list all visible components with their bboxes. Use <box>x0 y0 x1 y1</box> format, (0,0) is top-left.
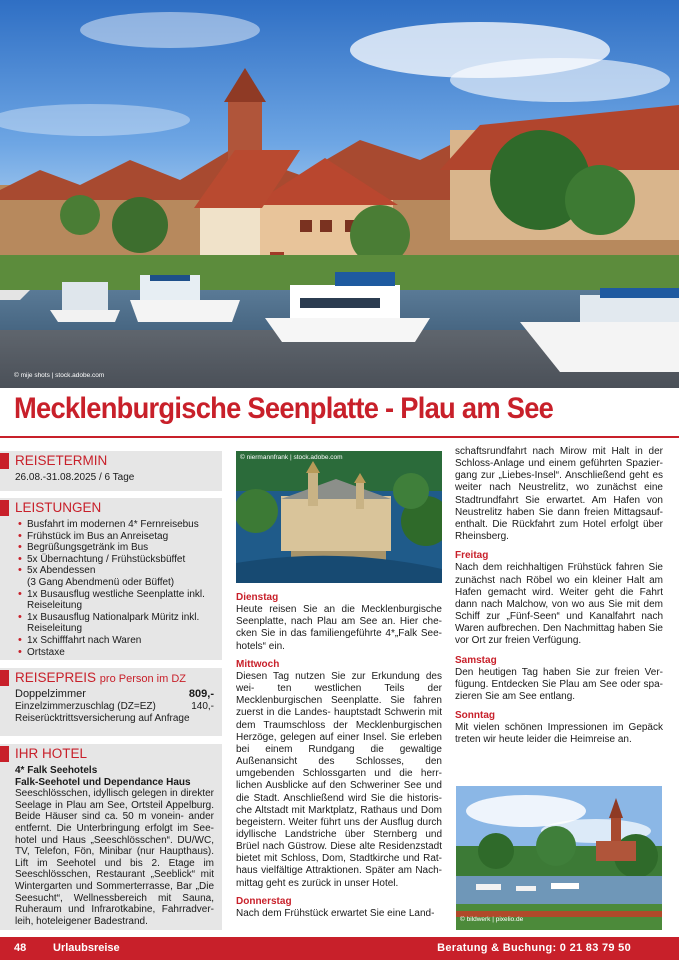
leistungen-item <box>15 589 214 612</box>
middle-text-column <box>236 592 442 920</box>
reisetermin-box <box>0 451 222 491</box>
day-text-dienstag: Heute reisen Sie an die Mecklenburgische Seenplatte, nach Plau am See an. Hier che- cken Sie in das familiengeführte 4*„Falk See- hotels“ ein. <box>236 604 442 652</box>
price-row-doppelzimmer <box>15 688 214 701</box>
leistungen-item <box>15 542 214 554</box>
day-text-donnerstag-cont: schaftsrundfahrt nach Mirow mit Halt in der Schloss-Anlage und einem geführten Spazier- gang zur „Liebes-Insel“. Anschließend geht es weiter nach Neustrelitz, wo zunächst eine Stadtrundfahrt Sie erwartet. Am Hafen von Neustrelitz haben Sie dann freien Mittagsauf- enthalt. Die Rückfahrt zum Hotel erfolgt über Rheinsberg. <box>455 446 663 543</box>
booking-contact: Beratung & Buchung: 0 21 83 79 50 <box>437 942 631 954</box>
middle-photo-credit: © niermannfrank | stock.adobe.com <box>240 454 343 461</box>
leistungen-item <box>15 519 214 531</box>
title-divider <box>0 436 679 438</box>
day-title-sonntag: Sonntag <box>455 710 495 722</box>
leistungen-item <box>15 565 214 588</box>
page-title: Mecklenburgische Seenplatte - Plau am See <box>14 392 554 425</box>
leistungen-item-text: 5x Übernachtung / Frühstücksbüffet <box>27 553 186 565</box>
day-text-freitag: Nach dem reichhaltigen Frühstück fahren Sie zunächst nach Röbel wo ein kleiner Halt am Hafen gemacht wird. Weiter geht die Fahrt dann nach Malchow, von wo aus Sie mit dem Schiff zur „Fünf-Seen“ und Kanalfahrt nach Waren aufbrechen. Den Nachmittag haben Sie vor Ort zur freien Verfügung. <box>455 562 663 647</box>
leistungen-item-cont: Reiseleitung <box>27 623 83 635</box>
day-text-donnerstag: Nach dem Frühstück erwartet Sie eine Land- <box>236 907 435 919</box>
leistungen-item-text: 5x Abendessen <box>27 565 96 577</box>
day-title-freitag: Freitag <box>455 550 489 562</box>
hotel-box <box>0 744 222 930</box>
hotel-description: Seeschlösschen, idyllisch gelegen in direkter Seelage in Plau am See, Ortsteil Appelburg. Beide Häuser sind ca. 50 m vonein- ander entfernt. Die Unterbringung erfolgt im See- hotel und Haus „Seeschlösschen“. DU/WC, TV, Telefon, Fön, Minibar (nur Haupthaus). Lift im Seehotel und bis 2. Etage im Seeschlösschen, Restaurant „Seeblick“ mit Wintergarten und Sommerterrasse, Bar „Die Seesucht“, Wellnessbereich mit Sauna, Ruheraum und Infrarotkabine, Fahrradver- leih, hoteleigener Badestrand. <box>15 788 214 927</box>
leistungen-list <box>0 517 222 662</box>
page-footer <box>0 937 679 960</box>
reisetermin-text: 26.08.-31.08.2025 / 6 Tage <box>15 472 135 483</box>
day-title-samstag: Samstag <box>455 654 497 666</box>
price-label: Doppelzimmer <box>15 688 86 700</box>
hero-image <box>0 0 679 388</box>
hotel-stars-name: 4* Falk Seehotels <box>15 765 98 776</box>
right-photo-credit: © bildwerk | pixelio.de <box>460 916 524 923</box>
reisepreis-heading <box>0 668 222 687</box>
leistungen-heading: LEISTUNGEN <box>0 498 222 517</box>
leistungen-item-cont: (3 Gang Abendmenü oder Büffet) <box>27 576 175 588</box>
reisepreis-note: Reiserücktrittsversicherung auf Anfrage <box>15 713 190 724</box>
leistungen-item <box>15 647 214 659</box>
right-text-column <box>455 446 663 747</box>
hotel-name: Falk-Seehotel und Dependance Haus <box>15 776 191 788</box>
leistungen-item <box>15 612 214 635</box>
price-row-einzelzimmer <box>15 701 214 713</box>
leistungen-box <box>0 498 222 660</box>
leistungen-item-text: Busfahrt im modernen 4* Fernreisebus <box>27 519 199 530</box>
hotel-heading: IHR HOTEL <box>0 744 222 763</box>
reisepreis-title: REISEPREIS <box>15 670 97 685</box>
publication-name: Urlaubsreise <box>53 942 120 954</box>
page-number: 48 <box>14 942 27 954</box>
leistungen-item-text: Ortstaxe <box>27 646 65 658</box>
leistungen-item-text: 1x Busausflug westliche Seenplatte inkl. <box>27 588 205 600</box>
leistungen-item-text: 1x Busausflug Nationalpark Müritz inkl. <box>27 611 200 623</box>
plau-harbour-photo <box>456 786 662 930</box>
leistungen-item-text: 1x Schifffahrt nach Waren <box>27 634 142 646</box>
leistungen-item <box>15 635 214 647</box>
leistungen-item-text: Frühstück im Bus an Anreisetag <box>27 530 169 542</box>
day-title-dienstag: Dienstag <box>236 592 279 603</box>
leistungen-item-text: Begrüßungsgetränk im Bus <box>27 542 149 554</box>
day-text-mittwoch: Diesen Tag nutzen Sie zur Erkundung des wei- ten westlichen Teils der Mecklenburgischen Seenplatte. Sie fahren zuerst in die Landes- hauptstadt Schwerin mit dem Traumschloss der Mecklenburgischen Herzöge, gelegen auf einer Insel. Sie erleben bei einem Rundgang die gewaltige Außenansicht des Schlosses, den umgebenden Schlossgarten und die herr- lichen Ausblicke auf den Schweriner See und die Stadt. Anschließend wird Sie die historis- che Altstadt mit Marktplatz, Rathaus und Dom begeistern. Weiter führt uns der Ausflug durch idyllische Landstriche über Sternberg und Brüel nach Güstrow. Diese alte Residenzstadt bietet mit Schloss, Dom, Stadtkirche und Rat- haus vielfältige Attraktionen. Später am Nach- mittag geht es zurück in unser Hotel. <box>236 670 442 889</box>
reisepreis-box <box>0 668 222 736</box>
hero-photo-credit: © mije shots | stock.adobe.com <box>14 372 105 379</box>
leistungen-item-cont: Reiseleitung <box>27 600 83 612</box>
price-label: Einzelzimmerzuschlag (DZ=EZ) <box>15 701 156 712</box>
reisepreis-subtitle: pro Person im DZ <box>99 673 186 685</box>
day-title-mittwoch: Mittwoch <box>236 658 280 670</box>
day-text-samstag: Den heutigen Tag haben Sie zur freien Ver- fügung. Entdecken Sie Plau am See oder spa- zieren Sie am See entlang. <box>455 666 663 702</box>
day-title-donnerstag: Donnerstag <box>236 895 292 907</box>
schwerin-castle-photo <box>236 451 442 583</box>
leistungen-item <box>15 531 214 543</box>
day-text-sonntag: Mit vielen schönen Impressionen im Gepäck treten wir heute leider die Heimreise an. <box>455 722 663 746</box>
price-amount: 809,- <box>188 688 214 700</box>
leistungen-item <box>15 554 214 566</box>
price-amount: 140,- <box>191 701 214 712</box>
reisetermin-heading: REISETERMIN <box>0 451 222 470</box>
